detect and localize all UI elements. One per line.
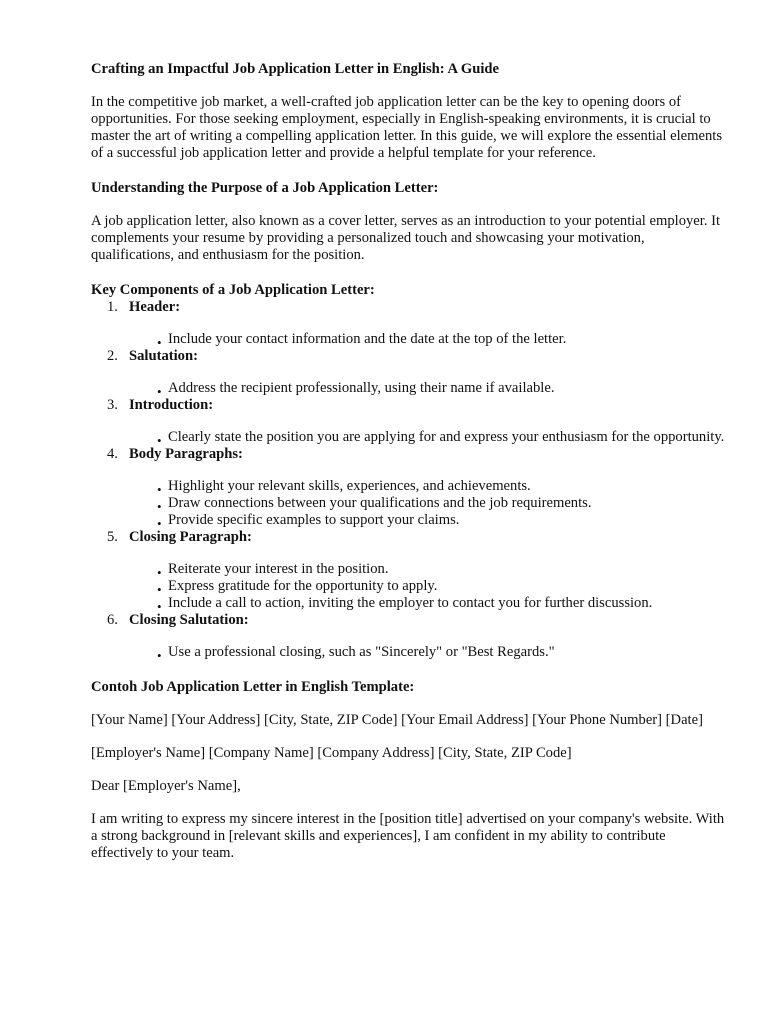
item-number: 5. [107, 529, 118, 545]
list-item: • Clearly state the position you are applying for and express your enthusiasm for the opportunity. [157, 429, 725, 448]
item-title: Body Paragraphs: [129, 446, 243, 462]
bullet-icon: • [157, 582, 162, 597]
bullet-icon: • [157, 482, 162, 497]
document-page [91, 61, 731, 862]
item-title: Introduction: [129, 397, 214, 413]
item-title: Salutation: [129, 348, 198, 364]
bullet-icon: • [157, 335, 162, 350]
bullet-icon: • [157, 565, 162, 580]
template-sender-block: [Your Name] [Your Address] [City, State, ZIP Code] [Your Email Address] [Your Phone Number] [Date] [91, 712, 703, 728]
list-item: • Include a call to action, inviting the employer to contact you for further discussion. [157, 595, 653, 614]
list-item: • Reiterate your interest in the position. [157, 561, 389, 580]
component-item-salutation [91, 348, 731, 397]
item-number: 6. [107, 612, 118, 628]
item-number: 3. [107, 397, 118, 413]
component-item-introduction [91, 397, 731, 446]
components-heading: Key Components of a Job Application Letter: [91, 282, 375, 298]
list-item: • Include your contact information and the date at the top of the letter. [157, 331, 567, 350]
template-greeting: Dear [Employer's Name], [91, 778, 241, 794]
bullet-list [129, 380, 731, 397]
bullet-icon: • [157, 648, 162, 663]
item-number: 4. [107, 446, 118, 462]
template-body-paragraph: I am writing to express my sincere interest in the [position title] advertised on your company's website. With a strong background in [relevant skills and experiences], I am confident in my ability to contribute effectively to your team. [91, 811, 725, 861]
list-item: • Provide specific examples to support your claims. [157, 512, 460, 531]
bullet-icon: • [157, 516, 162, 531]
item-title: Closing Salutation: [129, 612, 249, 628]
bullet-list [129, 478, 731, 529]
bullet-icon: • [157, 599, 162, 614]
bullet-list [129, 561, 731, 612]
item-title: Header: [129, 299, 181, 315]
list-item: • Use a professional closing, such as "Sincerely" or "Best Regards." [157, 644, 555, 663]
item-number: 1. [107, 299, 118, 315]
purpose-paragraph: A job application letter, also known as a cover letter, serves as an introduction to your potential employer. It complements your resume by providing a personalized touch and showcasing your motivation, qualifications, and enthusiasm for the position. [91, 213, 721, 263]
bullet-icon: • [157, 499, 162, 514]
intro-paragraph: In the competitive job market, a well-crafted job application letter can be the key to opening doors of opportunities. For those seeking employment, especially in English-speaking environments, it is crucial to master the art of writing a compelling application letter. In this guide, we will explore the essential elements of a successful job application letter and provide a helpful template for your reference. [91, 94, 722, 161]
bullet-list [129, 331, 731, 348]
component-item-closing-salutation [91, 612, 731, 661]
bullet-list [129, 429, 731, 446]
item-title: Closing Paragraph: [129, 529, 252, 545]
list-item: • Address the recipient professionally, using their name if available. [157, 380, 555, 399]
list-item: • Draw connections between your qualifications and the job requirements. [157, 495, 592, 514]
components-list [91, 299, 731, 661]
bullet-list [129, 644, 731, 661]
bullet-icon: • [157, 433, 162, 448]
component-item-closing-paragraph [91, 529, 731, 612]
purpose-heading: Understanding the Purpose of a Job Application Letter: [91, 180, 439, 196]
document-title: Crafting an Impactful Job Application Letter in English: A Guide [91, 61, 500, 77]
template-heading: Contoh Job Application Letter in English Template: [91, 679, 415, 695]
list-item: • Express gratitude for the opportunity to apply. [157, 578, 438, 597]
item-number: 2. [107, 348, 118, 364]
template-recipient-block: [Employer's Name] [Company Name] [Company Address] [City, State, ZIP Code] [91, 745, 572, 761]
component-item-body-paragraphs [91, 446, 731, 529]
bullet-icon: • [157, 384, 162, 399]
component-item-header [91, 299, 731, 348]
list-item: • Highlight your relevant skills, experiences, and achievements. [157, 478, 531, 497]
